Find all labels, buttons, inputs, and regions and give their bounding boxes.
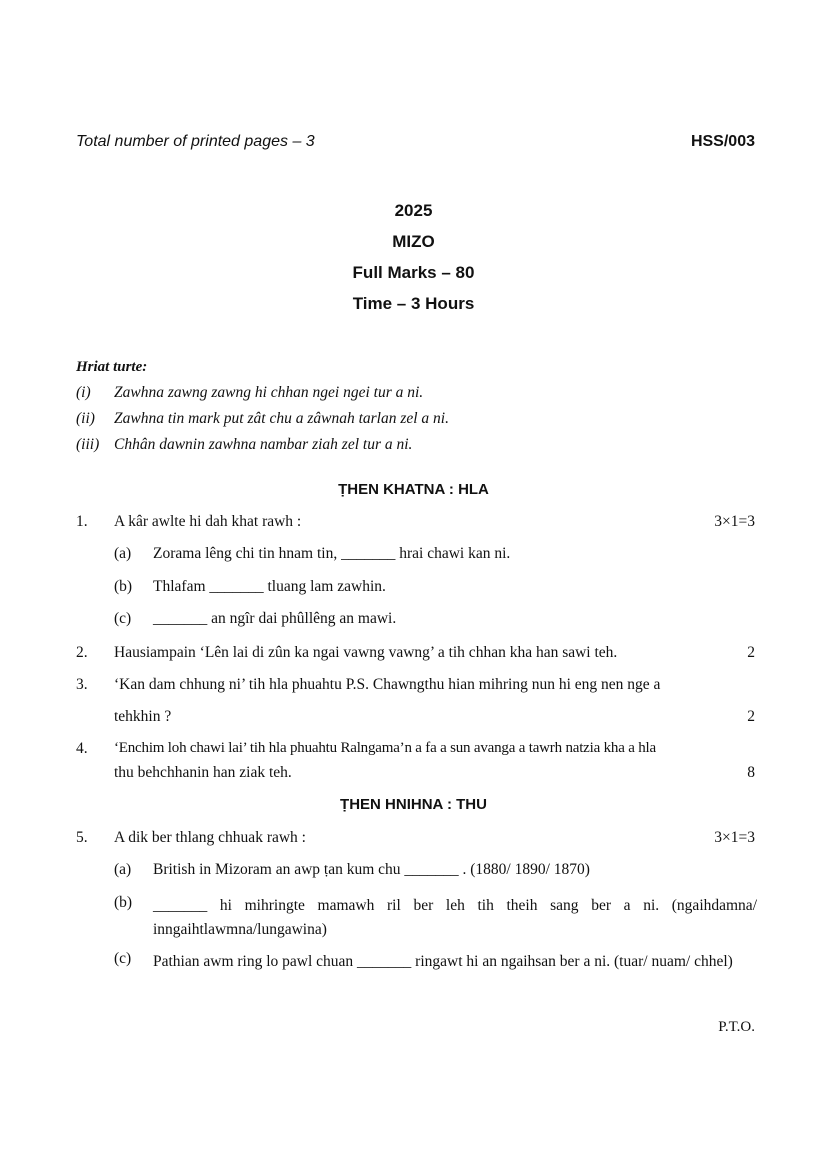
question-text-continued: thu behchhanin han ziak teh. — [114, 764, 292, 781]
page-turn-over: P.T.O. — [718, 1019, 755, 1035]
instruction-item — [76, 410, 449, 428]
sub-label-only — [114, 894, 153, 912]
question-number: 5. — [76, 829, 88, 846]
instruction-number: (i) — [76, 384, 91, 401]
section-one-heading: ṬHEN KHATNA : HLA — [338, 481, 489, 498]
exam-subject: MIZO — [392, 232, 435, 251]
question-marks: 3×1=3 — [714, 829, 755, 846]
instruction-item — [76, 384, 423, 402]
question-marks: 8 — [747, 764, 755, 781]
question-marks: 2 — [747, 644, 755, 661]
question-number: 1. — [76, 513, 88, 530]
sub-text: Pathian awm ring lo pawl chuan _______ ringawt hi an ngaihsan ber a ni. (tuar/ nuam/ chhel) — [153, 953, 733, 970]
sub-text: _______ an ngîr dai phûllêng an mawi. — [153, 610, 397, 627]
question-marks: 2 — [747, 708, 755, 725]
exam-year: 2025 — [394, 201, 433, 220]
instruction-text: Zawhna zawng zawng hi chhan ngei ngei tur a ni. — [114, 384, 424, 401]
instruction-text: Zawhna tin mark put zât chu a zâwnah tarlan zel a ni. — [114, 410, 449, 427]
instruction-item — [76, 436, 412, 454]
sub-label: (b) — [114, 578, 133, 595]
sub-label: (c) — [114, 610, 132, 627]
printed-pages-note: Total number of printed pages – 3 — [76, 133, 315, 150]
sub-label-only — [114, 950, 153, 968]
question-text: ‘Kan dam chhung ni’ tih hla phuahtu P.S. Chawngthu hian mihring nun hi eng nen nge a — [114, 676, 661, 693]
sub-question — [114, 578, 386, 596]
instructions-heading: Hriat turte: — [76, 359, 148, 375]
question-number: 2. — [76, 644, 88, 661]
question-text: ‘Enchim loh chawi lai’ tih hla phuahtu Ralngama’n a fa a sun avanga a tawrh natzia kha a hla — [114, 740, 656, 756]
question-number: 3. — [76, 676, 88, 693]
question-text: Hausiampain ‘Lên lai di zûn ka ngai vawng vawng’ a tih chhan kha han sawi teh. — [114, 644, 618, 661]
question-number: 4. — [76, 740, 88, 757]
instruction-text: Chhân dawnin zawhna nambar ziah zel tur a ni. — [114, 436, 413, 453]
sub-text: _______ hi mihringte mamawh ril ber leh tih theih sang ber a ni. (ngaihdamna/ inngaihtlawmna/lungawina) — [153, 897, 757, 938]
exam-time: Time – 3 Hours — [352, 294, 475, 313]
sub-question — [114, 610, 396, 628]
instruction-number: (ii) — [76, 410, 95, 427]
sub-label: (a) — [114, 861, 132, 878]
question-text: A dik ber thlang chhuak rawh : — [114, 829, 306, 846]
question-marks: 3×1=3 — [714, 513, 755, 530]
sub-question — [114, 861, 590, 879]
sub-label: (c) — [114, 950, 132, 967]
instruction-number: (iii) — [76, 436, 100, 453]
sub-label: (a) — [114, 545, 132, 562]
question-text: A kâr awlte hi dah khat rawh : — [114, 513, 302, 530]
sub-text: Zorama lêng chi tin hnam tin, _______ hrai chawi kan ni. — [153, 545, 511, 562]
sub-question — [114, 545, 510, 563]
full-marks: Full Marks – 80 — [352, 263, 475, 282]
sub-label: (b) — [114, 894, 133, 911]
question-text-continued: tehkhin ? — [114, 708, 172, 725]
paper-code: HSS/003 — [690, 133, 755, 150]
section-two-heading: ṬHEN HNIHNA : THU — [340, 796, 487, 813]
sub-text: British in Mizoram an awp ṭan kum chu _______ . (1880/ 1890/ 1870) — [153, 861, 590, 878]
sub-text: Thlafam _______ tluang lam zawhin. — [153, 578, 386, 595]
